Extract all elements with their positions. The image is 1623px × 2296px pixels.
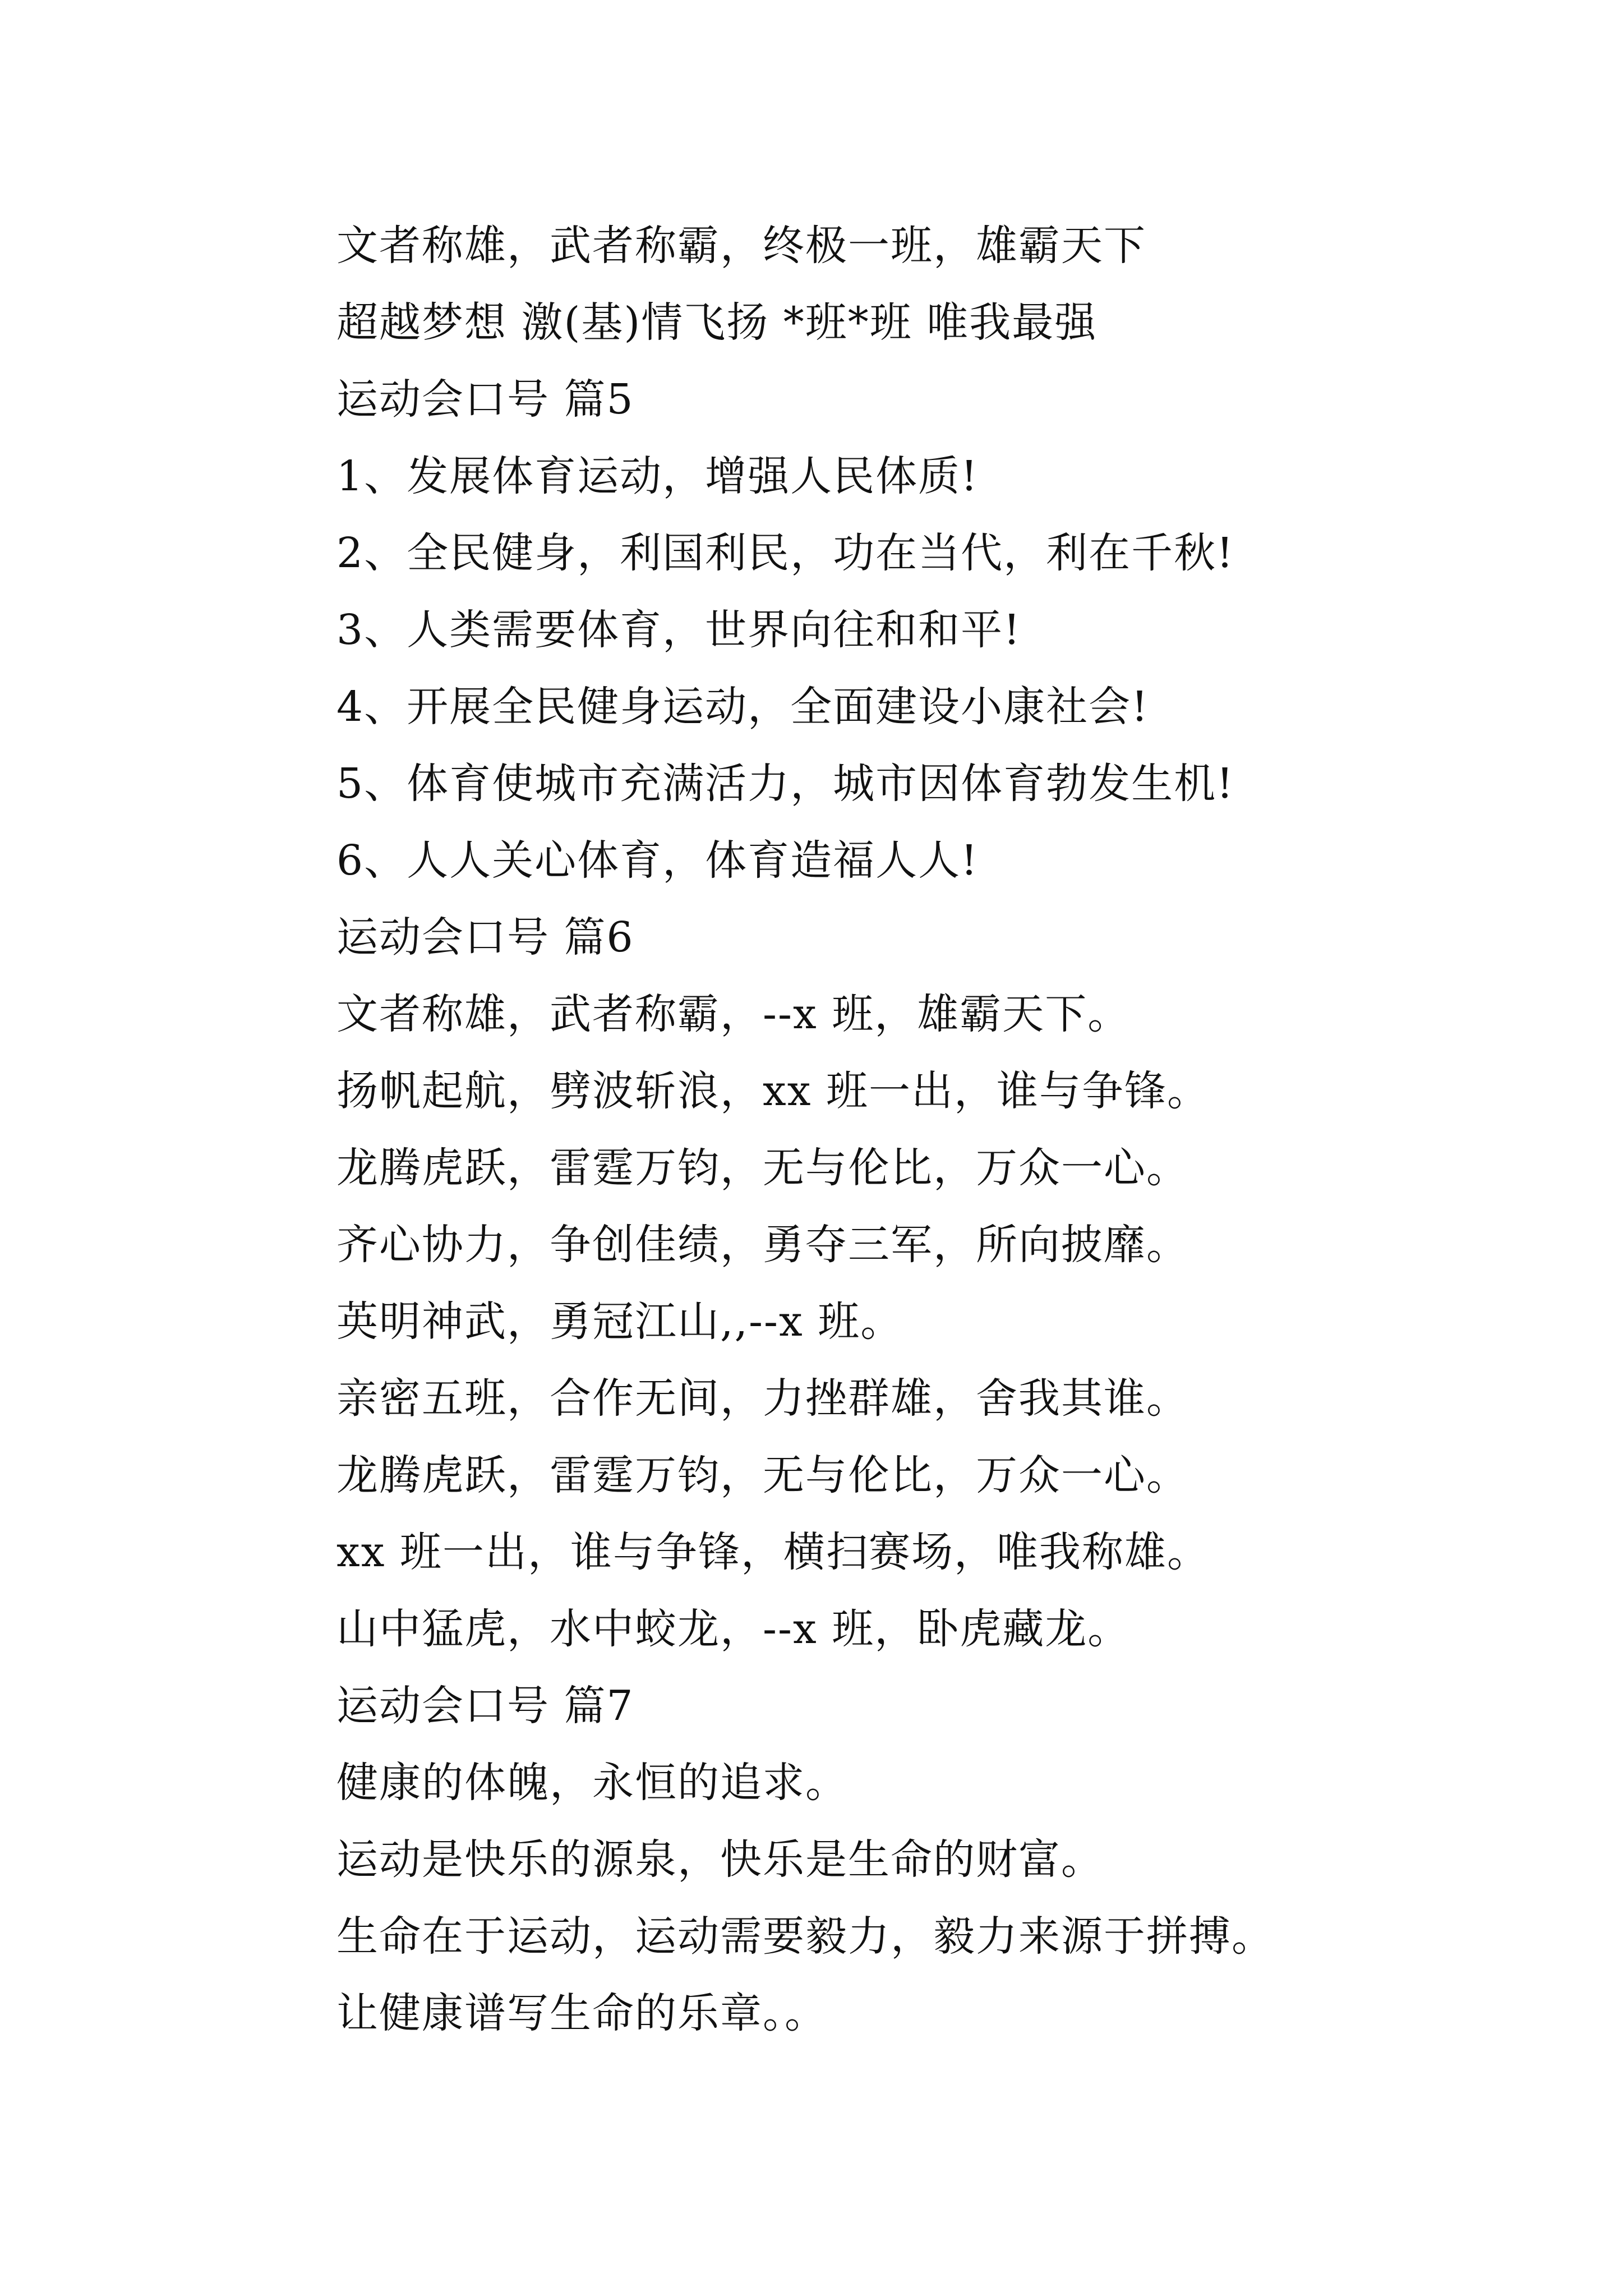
text-line: 亲密五班，合作无间，力挫群雄，舍我其谁。	[336, 1374, 1189, 1423]
text-line: 文者称雄，武者称霸，--x 班，雄霸天下。	[336, 990, 1131, 1038]
text-line: 山中猛虎，水中蛟龙，--x 班，卧虎藏龙。	[336, 1605, 1131, 1653]
section-heading: 运动会口号 篇7	[336, 1682, 634, 1730]
list-item: 6、人人关心体育，体育造福人人!	[336, 836, 979, 885]
text-line: 龙腾虎跃，雷霆万钧，无与伦比，万众一心。	[336, 1451, 1189, 1499]
text-line: 让健康谱写生命的乐章。。	[336, 1989, 827, 2037]
section-heading: 运动会口号 篇6	[336, 913, 634, 961]
list-item: 2、全民健身，利国利民，功在当代，利在千秋!	[336, 529, 1234, 577]
text-line: 龙腾虎跃，雷霆万钧，无与伦比，万众一心。	[336, 1144, 1189, 1192]
text-line: 超越梦想 激(基)情飞扬 *班*班 唯我最强	[336, 298, 1098, 347]
text-line: xx 班一出，谁与争锋，横扫赛场，唯我称雄。	[336, 1528, 1210, 1576]
document-body	[336, 208, 1548, 2052]
text-line: 文者称雄，武者称霸，终极一班，雄霸天下	[336, 222, 1146, 270]
text-line: 健康的体魄，永恒的追求。	[336, 1759, 848, 1807]
list-item: 4、开展全民健身运动，全面建设小康社会!	[336, 683, 1149, 731]
list-item: 3、人类需要体育，世界向往和和平!	[336, 606, 1021, 654]
list-item: 5、体育使城市充满活力，城市因体育勃发生机!	[336, 760, 1234, 808]
text-line: 扬帆起航，劈波斩浪，xx 班一出，谁与争锋。	[336, 1067, 1210, 1115]
text-line: 生命在于运动，运动需要毅力，毅力来源于拼搏。	[336, 1912, 1274, 1961]
text-line: 运动是快乐的源泉，快乐是生命的财富。	[336, 1835, 1104, 1884]
section-heading: 运动会口号 篇5	[336, 375, 634, 424]
text-line: 英明神武，勇冠江山,,--x 班。	[336, 1297, 903, 1346]
list-item: 1、发展体育运动，增强人民体质!	[336, 452, 979, 500]
text-line: 齐心协力，争创佳绩，勇夺三军，所向披靡。	[336, 1221, 1189, 1269]
